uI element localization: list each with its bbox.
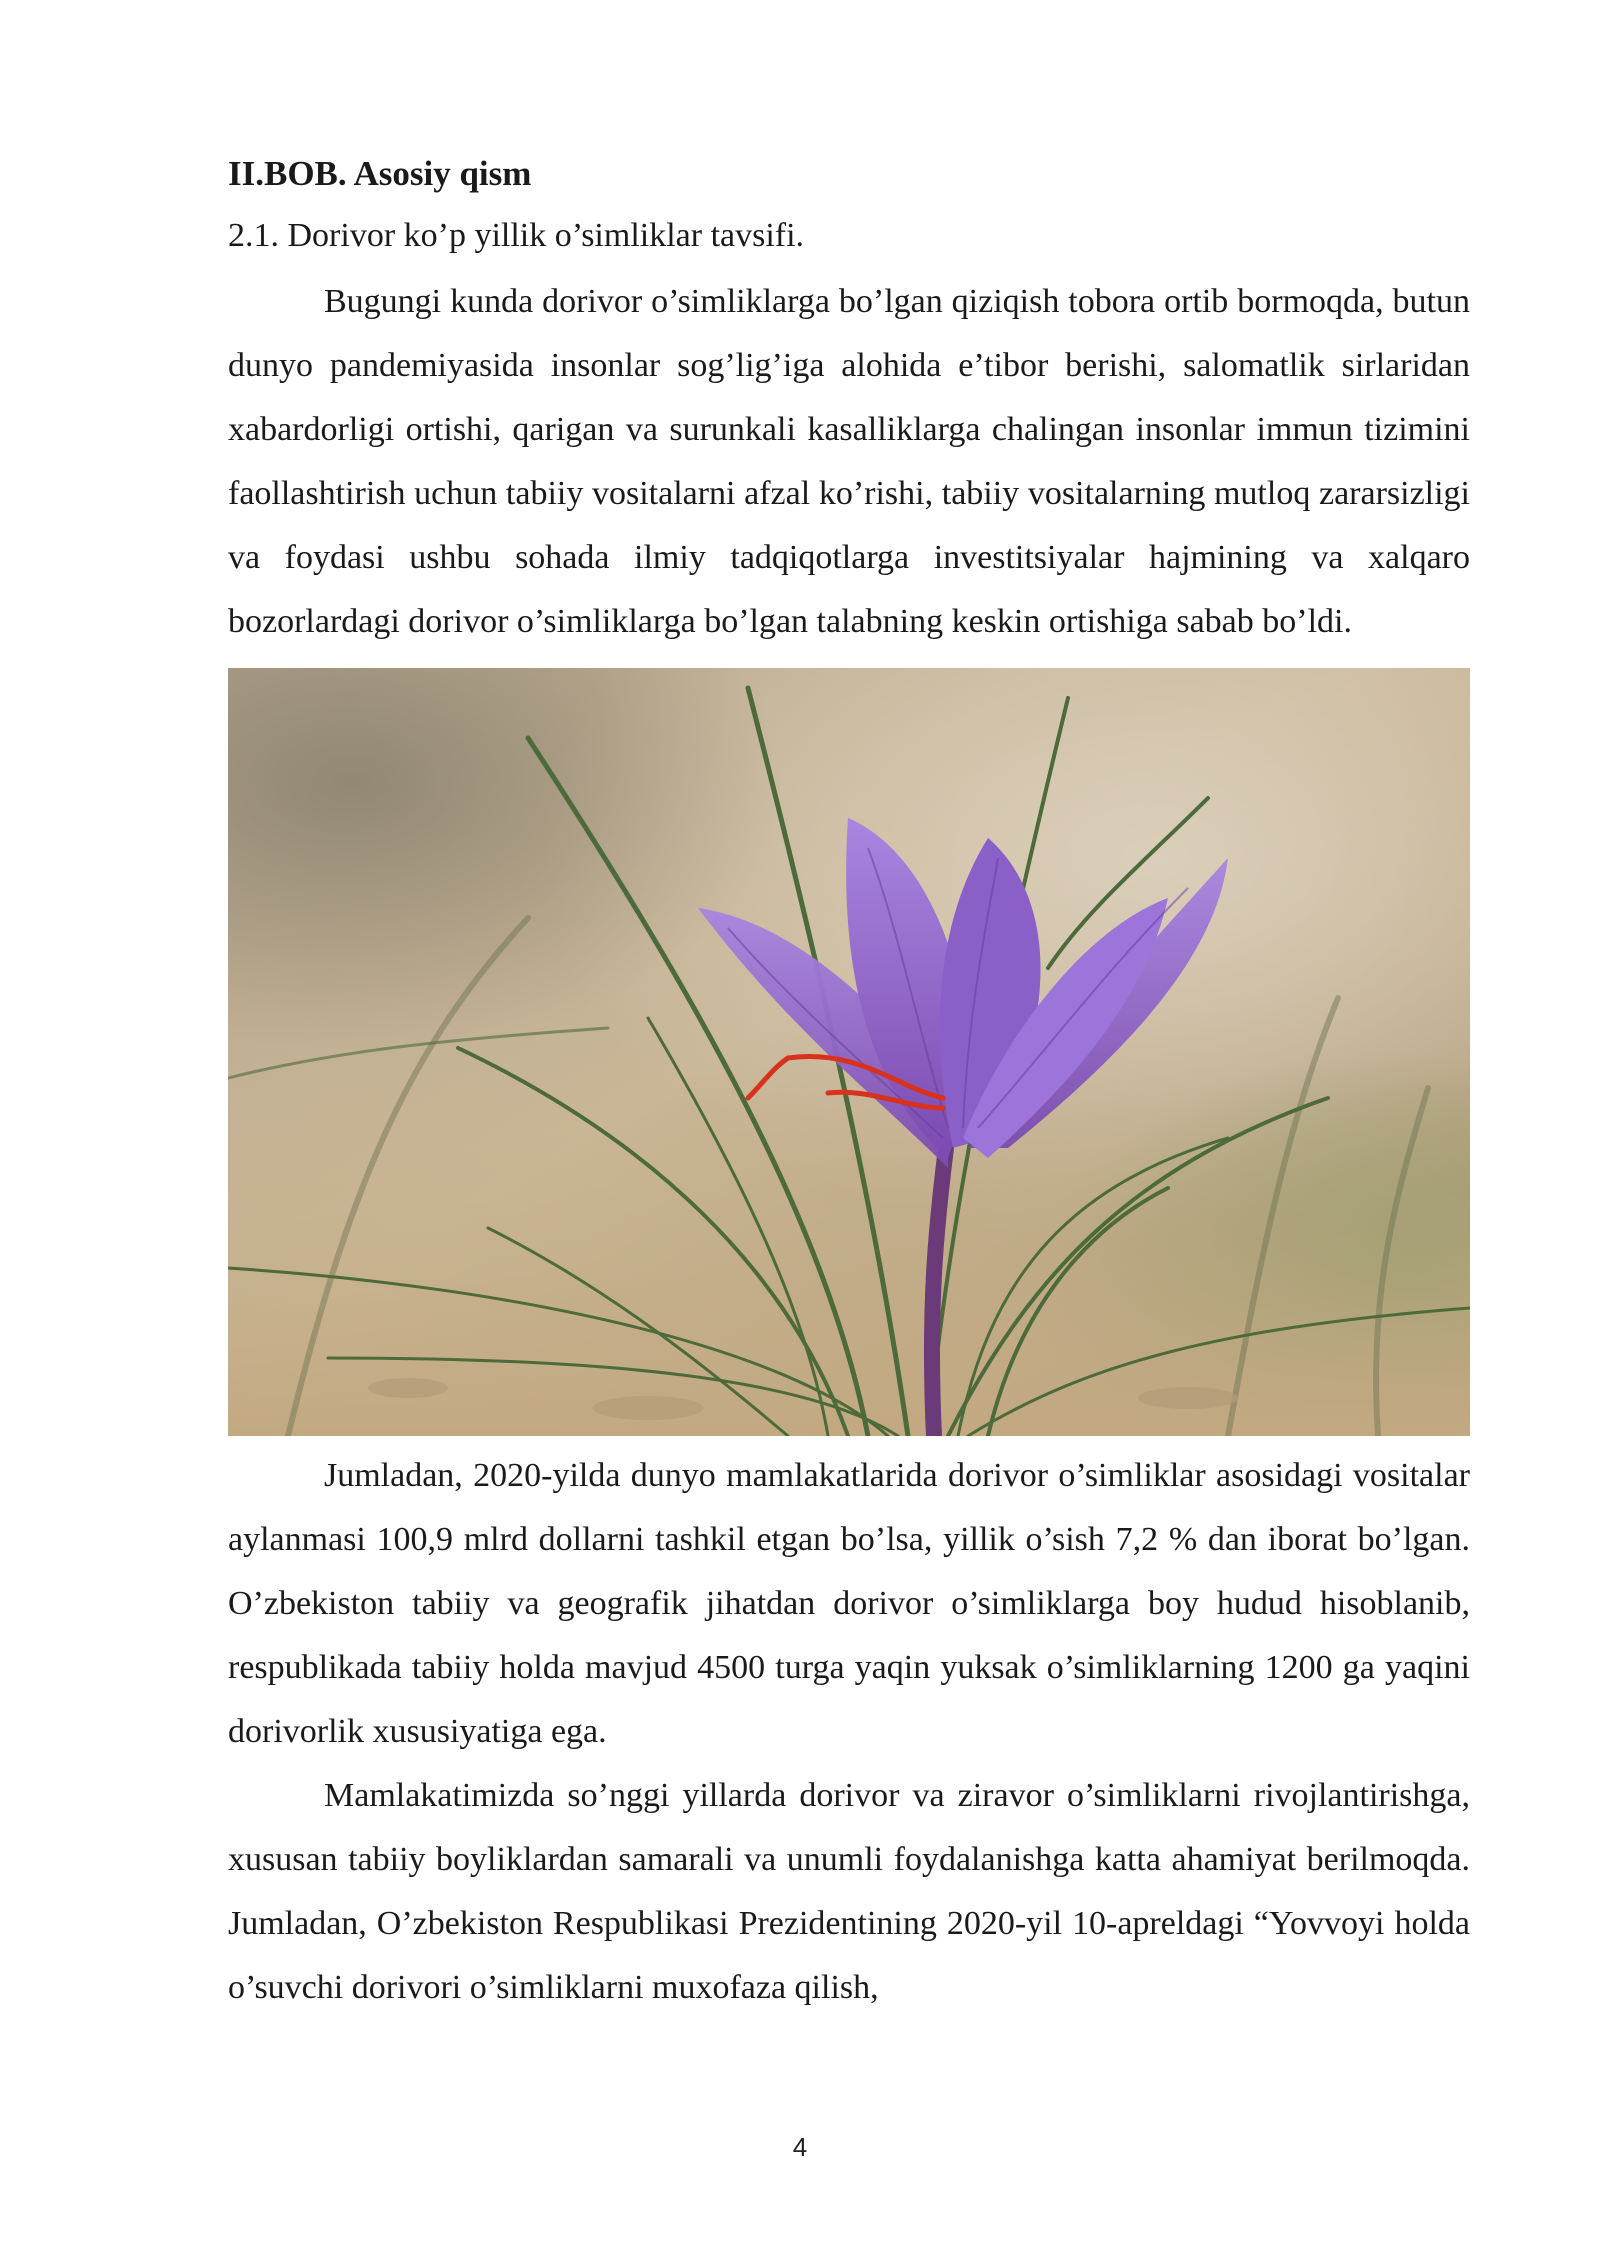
crocus-photo-illustration (228, 668, 1470, 1436)
section-subheading: 2.1. Dorivor ko’p yillik o’simliklar tavsifi. (228, 217, 805, 254)
crocus-photo (228, 668, 1470, 1436)
page-number: 4 (792, 2132, 808, 2162)
paragraph-1: Bugungi kunda dorivor o’simliklarga bo’lgan qiziqish tobora ortib bormoqda, butun dunyo pandemiyasida insonlar sog’lig’iga alohida e’tibor berishi, salomatlik sirlaridan xabardorligi ortishi, qarigan va surunkali kasalliklarga chalingan insonlar immun tizimini faollashtirish uchun tabiiy vositalarni afzal ko’rishi, tabiiy vositalarning mutloq zararsizligi va foydasi ushbu sohada ilmiy tadqiqotlarga investitsiyalar hajmining va xalqaro bozorlardagi dorivor o’simliklarga bo’lgan talabning keskin ortishiga sabab bo’ldi. (228, 283, 1470, 640)
paragraph-3: Mamlakatimizda so’nggi yillarda dorivor va ziravor o’simliklarni rivojlantirishga, xususan tabiiy boyliklardan samarali va unumli foydalanishga katta ahamiyat berilmoqda. Jumladan, O’zbekiston Respublikasi Prezidentining 2020-yil 10-apreldagi “Yovvoyi holda o’suvchi dorivori o’simliklarni muxofaza qilish, (228, 1777, 1470, 2006)
paragraph-2: Jumladan, 2020-yilda dunyo mamlakatlarida dorivor o’simliklar asosidagi vositalar aylanmasi 100,9 mlrd dollarni tashkil etgan bo’lsa, yillik o’sish 7,2 % dan iborat bo’lgan. O’zbekiston tabiiy va geografik jihatdan dorivor o’simliklarga boy hudud hisoblanib, respublikada tabiiy holda mavjud 4500 turga yaqin yuksak o’simliklarning 1200 ga yaqini dorivorlik xususiyatiga ega. (228, 1457, 1470, 1750)
document-page (228, 150, 1470, 2020)
chapter-heading: II.BOB. Asosiy qism (228, 154, 532, 193)
